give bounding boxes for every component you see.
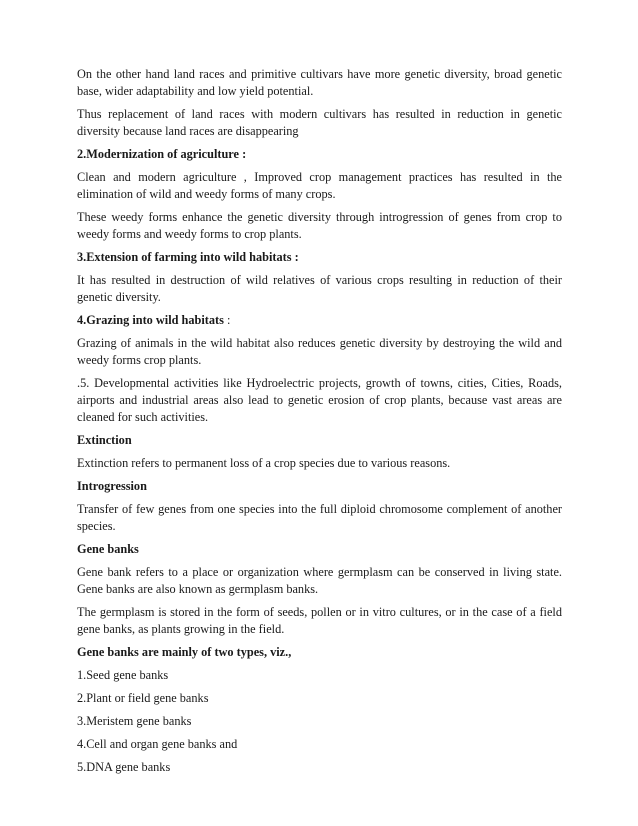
paragraph: Gene bank refers to a place or organization where germplasm can be conserved in living state. Gene banks are also known as germplasm banks. (77, 565, 562, 596)
section-heading: Gene banks (77, 542, 139, 556)
paragraph: Thus replacement of land races with modern cultivars has resulted in reduction in genetic diversity because land races are disappearing (77, 107, 562, 138)
paragraph: Grazing of animals in the wild habitat also reduces genetic diversity by destroying the wild and weedy forms crop plants. (77, 336, 562, 367)
paragraph: Clean and modern agriculture , Improved crop management practices has resulted in the elimination of wild and weedy forms of many crops. (77, 170, 562, 201)
section-heading: Extinction (77, 433, 132, 447)
list-item: 4.Cell and organ gene banks and (77, 737, 238, 751)
section-heading: 2.Modernization of agriculture : (77, 147, 247, 161)
section-heading: Introgression (77, 479, 147, 493)
paragraph: The germplasm is stored in the form of seeds, pollen or in vitro cultures, or in the case of a field gene banks, as plants growing in the field. (77, 605, 562, 636)
paragraph: On the other hand land races and primitive cultivars have more genetic diversity, broad genetic base, wider adaptability and low yield potential. (77, 67, 562, 98)
list-item: 2.Plant or field gene banks (77, 691, 209, 705)
section-heading: Gene banks are mainly of two types, viz., (77, 645, 292, 659)
paragraph: .5. Developmental activities like Hydroelectric projects, growth of towns, cities, Cities, Roads, airports and industrial areas also lead to genetic erosion of crop plants, because vast areas are cleaned for such activities. (77, 376, 562, 424)
paragraph: Extinction refers to permanent loss of a crop species due to various reasons. (77, 456, 451, 470)
paragraph: It has resulted in destruction of wild relatives of various crops resulting in reduction of their genetic diversity. (77, 273, 562, 304)
list-item: 1.Seed gene banks (77, 668, 169, 682)
section-heading: 3.Extension of farming into wild habitats : (77, 250, 299, 264)
document-page (77, 66, 562, 782)
paragraph: These weedy forms enhance the genetic diversity through introgression of genes from crop to weedy forms and weedy forms to crop plants. (77, 210, 562, 241)
list-item: 3.Meristem gene banks (77, 714, 192, 728)
list-item: 5.DNA gene banks (77, 760, 171, 774)
section-heading-tail: : (223, 313, 231, 327)
section-heading (77, 312, 562, 329)
paragraph: Transfer of few genes from one species into the full diploid chromosome complement of another species. (77, 502, 562, 533)
section-heading-text: 4.Grazing into wild habitats (77, 313, 224, 327)
